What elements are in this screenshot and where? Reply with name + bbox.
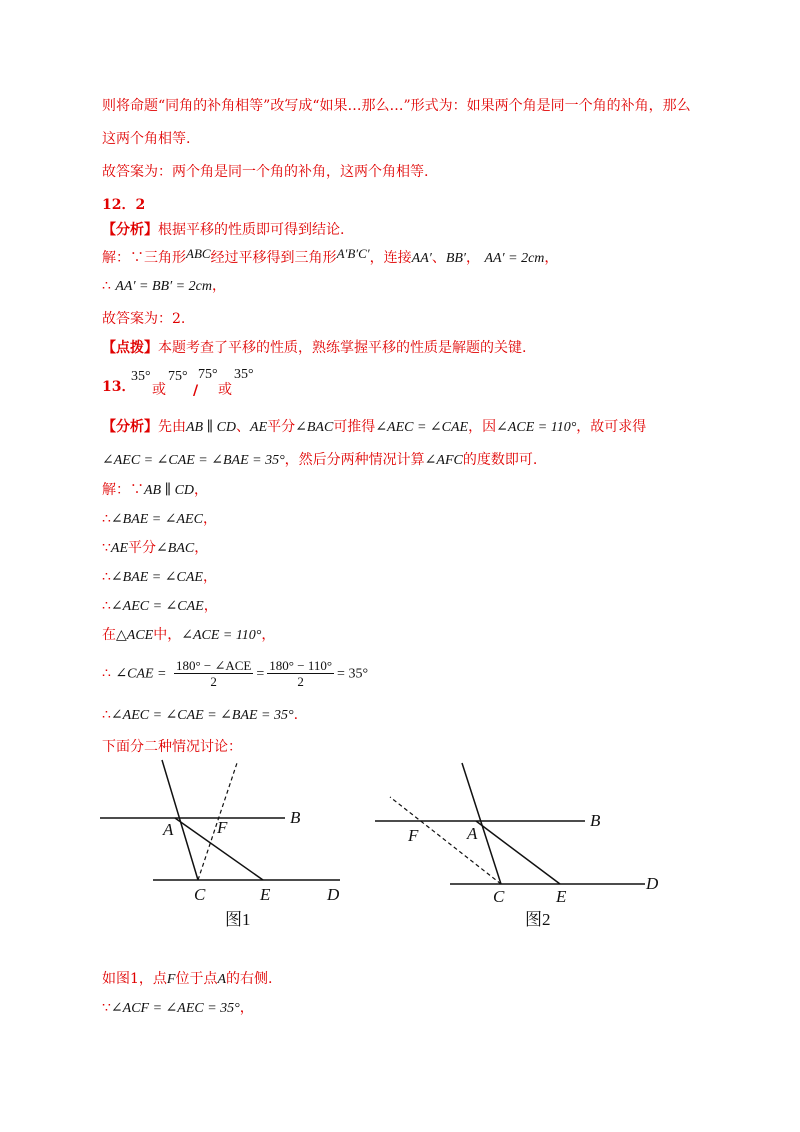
math: ∠BAE = ∠AEC	[110, 512, 203, 527]
text: ，故可求得	[576, 419, 647, 435]
text: 解：∵	[102, 482, 144, 498]
text: ，	[194, 540, 209, 556]
text: ，因	[468, 419, 497, 435]
text: ，	[261, 627, 276, 643]
text: 如图1，点	[102, 971, 167, 987]
math: ∠ACE = 110°	[181, 628, 262, 643]
label-c: C	[493, 887, 505, 906]
question-12-heading: 12．2	[102, 197, 146, 213]
text: ，连接	[369, 250, 412, 266]
math: A	[217, 972, 227, 987]
text: ，	[202, 569, 217, 585]
solution-13-step-8	[102, 706, 298, 725]
point-text: 本题考查了平移的性质，熟练掌握平移的性质是解题的关键.	[158, 340, 527, 356]
text: 中，	[153, 627, 182, 643]
numerator: 180° − ∠ACE	[175, 658, 252, 673]
or-1: 或	[152, 382, 166, 398]
label-f: F	[217, 818, 228, 837]
text: 、	[236, 419, 251, 435]
math-aa-eq: AA′ = 2cm	[484, 251, 545, 266]
text-line-2: 这两个角相等.	[102, 131, 191, 147]
solution-13-step-4	[102, 568, 217, 587]
answer-11: 故答案为：两个角是同一个角的补角，这两个角相等.	[102, 164, 429, 180]
math: ∠AFC	[424, 453, 463, 468]
question-13-heading: 13．	[102, 379, 136, 395]
label-e: E	[260, 885, 271, 904]
solution-13-step-1	[102, 481, 208, 500]
solution-13-step-7	[102, 658, 368, 690]
text: 解：∵三角形	[102, 250, 186, 266]
answer-12: 故答案为：2.	[102, 311, 186, 327]
text: ∴	[102, 665, 111, 682]
solution-12-line-1	[102, 246, 559, 268]
math: AE	[250, 420, 268, 435]
analysis-13-line-2	[102, 451, 537, 470]
text: 可推得	[333, 419, 376, 435]
case-intro: 下面分二种情况讨论：	[102, 739, 242, 755]
or-2: 或	[218, 382, 232, 398]
math: ∠AEC = ∠CAE = ∠BAE = 35°	[110, 708, 294, 723]
text: 经过平移得到三角形	[210, 250, 337, 266]
figure-2-diagram	[370, 755, 670, 935]
math: AB ∥ CD	[144, 483, 195, 498]
text: ∴	[102, 598, 111, 614]
analysis-13-line-1	[102, 418, 646, 437]
label-a: A	[467, 824, 478, 843]
text: 先由	[158, 419, 186, 435]
label-b: B	[290, 808, 301, 827]
text: ，	[203, 598, 218, 614]
answer-75-1: 75°	[168, 369, 188, 384]
math: ∠AEC = ∠CAE	[110, 599, 204, 614]
solution-13-step-2	[102, 510, 217, 529]
equals: =	[256, 666, 265, 682]
text: ，	[466, 250, 480, 266]
text: ，	[211, 278, 226, 294]
math: ∠BAC	[295, 420, 334, 435]
math: AE	[110, 541, 129, 556]
text-line-1: 则将命题“同角的补角相等”改写成“如果…那么…”形式为：如果两个角是同一个角的补角，那么	[102, 98, 691, 114]
math: ∠AEC = ∠CAE	[375, 420, 469, 435]
text: 位于点	[175, 971, 218, 987]
point-12	[102, 339, 526, 357]
text: ∴	[102, 569, 111, 585]
text: 的度数即可.	[462, 452, 538, 468]
figure-2-caption: 图2	[525, 910, 551, 929]
slash: /	[193, 383, 199, 399]
solution-13-step-3	[102, 539, 208, 558]
case-1-step-1	[102, 999, 254, 1018]
text: ，	[239, 1000, 254, 1016]
math: △ACE	[116, 628, 154, 643]
math: ∠ACE = 110°	[496, 420, 577, 435]
analysis-tag: 【分析】	[102, 222, 158, 238]
figure-1	[95, 755, 355, 939]
text: ，	[194, 482, 209, 498]
figure-1-diagram	[95, 755, 355, 935]
math-aa: AA′	[411, 251, 432, 266]
figure-1-caption: 图1	[225, 910, 251, 929]
math: ∠ACF = ∠AEC = 35°	[110, 1001, 240, 1016]
text: ∴	[102, 707, 111, 723]
fraction-1	[174, 658, 253, 689]
fraction-2	[267, 658, 334, 689]
math: AB ∥ CD	[186, 420, 237, 435]
case-1-intro	[102, 970, 273, 989]
analysis-tag: 【分析】	[102, 419, 158, 435]
text: ，	[202, 511, 217, 527]
result: = 35°	[337, 666, 369, 682]
answer-75-2: 75°	[198, 367, 218, 382]
analysis-text: 根据平移的性质即可得到结论.	[158, 222, 345, 238]
numerator: 180° − 110°	[269, 658, 333, 673]
text: 平分	[267, 419, 296, 435]
math: ∠CAE =	[115, 666, 167, 682]
label-f: F	[408, 826, 419, 845]
text: 平分	[128, 540, 157, 556]
text: ∴	[102, 511, 111, 527]
solution-12-line-2	[102, 277, 226, 296]
answer-35-1: 35°	[131, 369, 151, 384]
therefore: ∴	[102, 278, 111, 294]
label-e: E	[556, 887, 567, 906]
math: ∠BAC	[156, 541, 195, 556]
label-a: A	[163, 820, 174, 839]
text: 、	[431, 250, 446, 266]
math-abc: ABC	[186, 246, 211, 261]
label-c: C	[194, 885, 206, 904]
text: .	[293, 707, 299, 723]
answer-35-2: 35°	[234, 367, 254, 382]
label-d: D	[327, 885, 340, 904]
math-aa-bb-eq: AA′ = BB′ = 2cm	[115, 279, 212, 294]
math-bb: BB′	[445, 251, 466, 266]
math: ∠AEC = ∠CAE = ∠BAE = 35°	[102, 453, 285, 468]
analysis-12	[102, 221, 344, 239]
label-b: B	[590, 811, 601, 830]
point-tag: 【点拨】	[102, 340, 158, 356]
label-d: D	[646, 874, 659, 893]
solution-13-step-6	[102, 626, 275, 645]
math: ∠BAE = ∠CAE	[110, 570, 203, 585]
text: ，	[544, 250, 559, 266]
text: ∵	[102, 1000, 111, 1016]
denominator: 2	[210, 674, 217, 689]
text: 的右侧.	[226, 971, 273, 987]
solution-13-step-5	[102, 597, 218, 616]
text: ，然后分两种情况计算	[284, 452, 425, 468]
figure-2	[370, 755, 670, 939]
text: ∵	[102, 540, 111, 556]
math-abc-prime: A′B′C′	[336, 246, 370, 261]
line-cf	[390, 797, 501, 884]
text: 在	[102, 627, 116, 643]
math: F	[166, 972, 176, 987]
denominator: 2	[297, 674, 304, 689]
